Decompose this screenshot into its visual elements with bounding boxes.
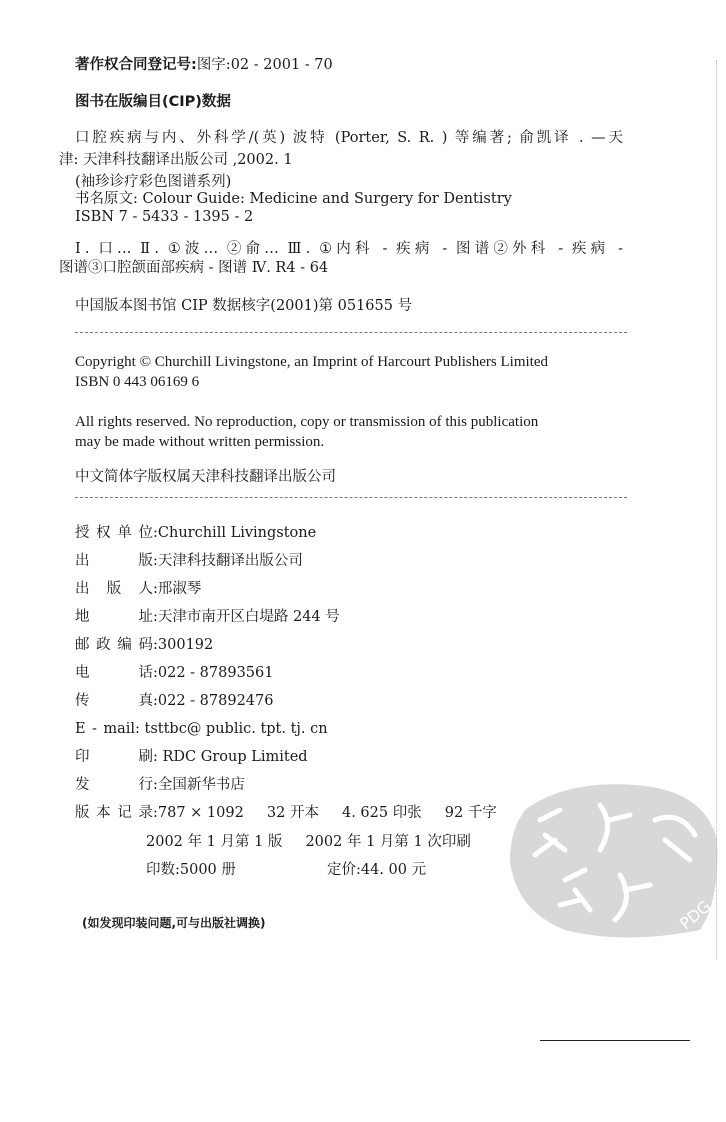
rights-line: All rights reserved. No reproduction, copy or transmission of this publication: [75, 414, 539, 430]
chinese-rights: 中文简体字版权属天津科技翻译出版公司: [75, 469, 336, 485]
cip-heading: 图书在版编目(CIP)数据: [75, 94, 231, 110]
registration-value: 图字:02 - 2001 - 70: [196, 57, 333, 73]
cip-line: 口腔疾病与内、外科学/(英) 波特 (Porter, S. R. ) 等编著; 俞凯译 . —天: [75, 130, 623, 146]
imprint-row: 出版:天津科技翻译出版公司: [75, 553, 303, 569]
copyright-registration: 著作权合同登记号:图字:02 - 2001 - 70: [75, 57, 333, 73]
classification-line: Ⅰ. 口… Ⅱ. ①波… ②俞… Ⅲ. ①内科 - 疾病 - 图谱②外科 - 疾病 -: [75, 241, 623, 257]
cip-line: (袖珍诊疗彩色图谱系列): [75, 174, 232, 190]
imprint-row: 传真:022 - 87892476: [75, 693, 274, 709]
imprint-row: 出版人:邢淑琴: [75, 581, 202, 597]
page-edge: [716, 60, 717, 960]
copyright-line: ISBN 0 443 06169 6: [75, 374, 200, 390]
rights-line: may be made without written permission.: [75, 434, 325, 450]
cip-approval: 中国版本图书馆 CIP 数据核字(2001)第 051655 号: [75, 298, 413, 314]
notice: (如发现印装问题,可与出版社调换): [82, 916, 266, 930]
classification-line: 图谱③口腔颌面部疾病 - 图谱 Ⅳ. R4 - 64: [59, 260, 329, 276]
divider: [75, 332, 627, 333]
print-run: 印数:5000 册: [146, 862, 236, 878]
edition: 2002 年 1 月第 1 版 2002 年 1 月第 1 次印刷: [146, 834, 471, 850]
watermark-seal-icon: [505, 780, 720, 940]
cip-line: ISBN 7 - 5433 - 1395 - 2: [75, 209, 254, 225]
imprint-row: E - mail: tsttbc@ public. tpt. tj. cn: [75, 721, 328, 737]
imprint-row: 授权单位:Churchill Livingstone: [75, 525, 317, 541]
imprint-row: 邮政编码:300192: [75, 637, 214, 653]
imprint-row: 地址:天津市南开区白堤路 244 号: [75, 609, 340, 625]
imprint-row: 印刷: RDC Group Limited: [75, 749, 308, 765]
watermark-text: PDG: [675, 896, 715, 934]
bottom-rule: [540, 1040, 690, 1041]
imprint-row: 版本记录:787 × 1092 32 开本 4. 625 印张 92 千字: [75, 805, 497, 821]
cip-line: 书名原文: Colour Guide: Medicine and Surgery for Dentistry: [75, 191, 512, 207]
imprint-row: 电话:022 - 87893561: [75, 665, 274, 681]
copyright-line: Copyright © Churchill Livingstone, an Imprint of Harcourt Publishers Limited: [75, 354, 548, 370]
registration-label: 著作权合同登记号: [75, 57, 191, 73]
divider: [75, 497, 627, 498]
cip-line: 津: 天津科技翻译出版公司 ,2002. 1: [59, 152, 293, 168]
price: 定价:44. 00 元: [327, 862, 427, 878]
imprint-row: 发行:全国新华书店: [75, 777, 245, 793]
